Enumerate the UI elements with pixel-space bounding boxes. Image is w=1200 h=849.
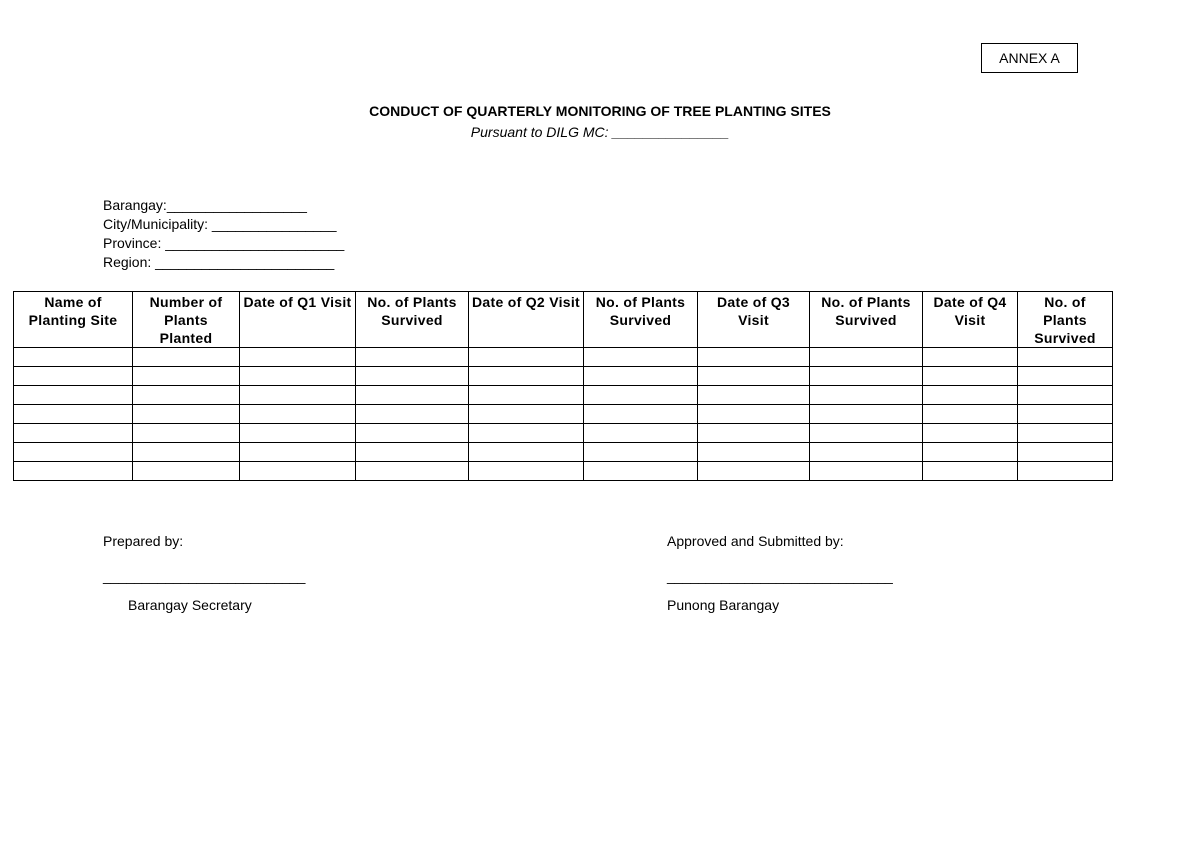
table-cell[interactable] [1018,462,1113,481]
table-cell[interactable] [923,348,1018,367]
table-cell[interactable] [469,462,584,481]
table-cell[interactable] [133,367,240,386]
table-cell[interactable] [698,367,810,386]
barangay-field: Barangay:__________________ [103,197,307,213]
table-cell[interactable] [133,348,240,367]
header-q2-plants-survived: No. of Plants Survived [584,292,698,348]
table-cell[interactable] [240,424,356,443]
prepared-role: Barangay Secretary [128,597,252,613]
table-cell[interactable] [584,348,698,367]
table-cell[interactable] [133,443,240,462]
table-cell[interactable] [923,386,1018,405]
table-cell[interactable] [14,462,133,481]
table-cell[interactable] [584,386,698,405]
table-cell[interactable] [810,443,923,462]
table-cell[interactable] [584,443,698,462]
table-cell[interactable] [810,367,923,386]
table-cell[interactable] [14,348,133,367]
table-row [14,462,1113,481]
table-cell[interactable] [584,462,698,481]
prepared-by-label: Prepared by: [103,533,184,549]
table-row [14,405,1113,424]
table-cell[interactable] [356,462,469,481]
table-cell[interactable] [584,405,698,424]
table-cell[interactable] [356,405,469,424]
header-q3-plants-survived: No. of Plants Survived [810,292,923,348]
table-cell[interactable] [698,424,810,443]
table-cell[interactable] [1018,348,1113,367]
table-cell[interactable] [469,424,584,443]
table-cell[interactable] [240,367,356,386]
table-cell[interactable] [698,443,810,462]
table-body [14,348,1113,481]
table-cell[interactable] [469,348,584,367]
table-cell[interactable] [698,386,810,405]
approved-role: Punong Barangay [667,597,780,613]
table-cell[interactable] [469,443,584,462]
table-header-row [14,292,1113,348]
header-q4-plants-survived: No. of Plants Survived [1018,292,1113,348]
table-cell[interactable] [469,367,584,386]
table-cell[interactable] [240,462,356,481]
table-cell[interactable] [923,405,1018,424]
table-cell[interactable] [1018,424,1113,443]
table-cell[interactable] [240,386,356,405]
table-cell[interactable] [356,348,469,367]
table-cell[interactable] [14,405,133,424]
table-cell[interactable] [356,367,469,386]
table-cell[interactable] [810,386,923,405]
table-cell[interactable] [810,462,923,481]
table-cell[interactable] [14,424,133,443]
province-field: Province: _______________________ [103,235,345,251]
table-cell[interactable] [923,443,1018,462]
table-cell[interactable] [14,367,133,386]
table-cell[interactable] [240,443,356,462]
form-subtitle: Pursuant to DILG MC: _______________ [470,124,730,140]
table-cell[interactable] [923,424,1018,443]
table-cell[interactable] [240,348,356,367]
header-date-q1-visit: Date of Q1 Visit [240,292,356,348]
header-date-q4-visit: Date of Q4 Visit [923,292,1018,348]
monitoring-table [13,291,1113,481]
table-row [14,443,1113,462]
table-cell[interactable] [584,424,698,443]
table-cell[interactable] [1018,367,1113,386]
prepared-signature-line: __________________________ [103,568,306,584]
table-cell[interactable] [698,462,810,481]
table-cell[interactable] [1018,443,1113,462]
table-cell[interactable] [923,367,1018,386]
header-number-of-plants-planted: Number of Plants Planted [133,292,240,348]
table-cell[interactable] [1018,386,1113,405]
table-cell[interactable] [14,443,133,462]
table-cell[interactable] [356,424,469,443]
approved-signature-line: _____________________________ [667,568,893,584]
table-row [14,348,1113,367]
table-cell[interactable] [469,386,584,405]
table-cell[interactable] [810,405,923,424]
table-cell[interactable] [1018,405,1113,424]
form-title: CONDUCT OF QUARTERLY MONITORING OF TREE PLANTING SITES [369,103,831,119]
table-row [14,367,1113,386]
table-cell[interactable] [240,405,356,424]
annex-label: ANNEX A [981,43,1078,73]
approved-by-label: Approved and Submitted by: [667,533,844,549]
table-cell[interactable] [469,405,584,424]
header-q1-plants-survived: No. of Plants Survived [356,292,469,348]
table-cell[interactable] [698,405,810,424]
table-cell[interactable] [356,443,469,462]
region-field: Region: _______________________ [103,254,335,270]
header-name-of-planting-site: Name of Planting Site [14,292,133,348]
city-field: City/Municipality: ________________ [103,216,337,232]
table-row [14,424,1113,443]
table-cell[interactable] [14,386,133,405]
table-cell[interactable] [584,367,698,386]
table-cell[interactable] [810,424,923,443]
table-cell[interactable] [356,386,469,405]
table-cell[interactable] [133,462,240,481]
table-row [14,386,1113,405]
table-cell[interactable] [810,348,923,367]
header-date-q3-visit: Date of Q3 Visit [698,292,810,348]
table-cell[interactable] [133,424,240,443]
table-cell[interactable] [133,386,240,405]
table-cell[interactable] [698,348,810,367]
header-date-q2-visit: Date of Q2 Visit [469,292,584,348]
table-cell[interactable] [133,405,240,424]
table-cell[interactable] [923,462,1018,481]
